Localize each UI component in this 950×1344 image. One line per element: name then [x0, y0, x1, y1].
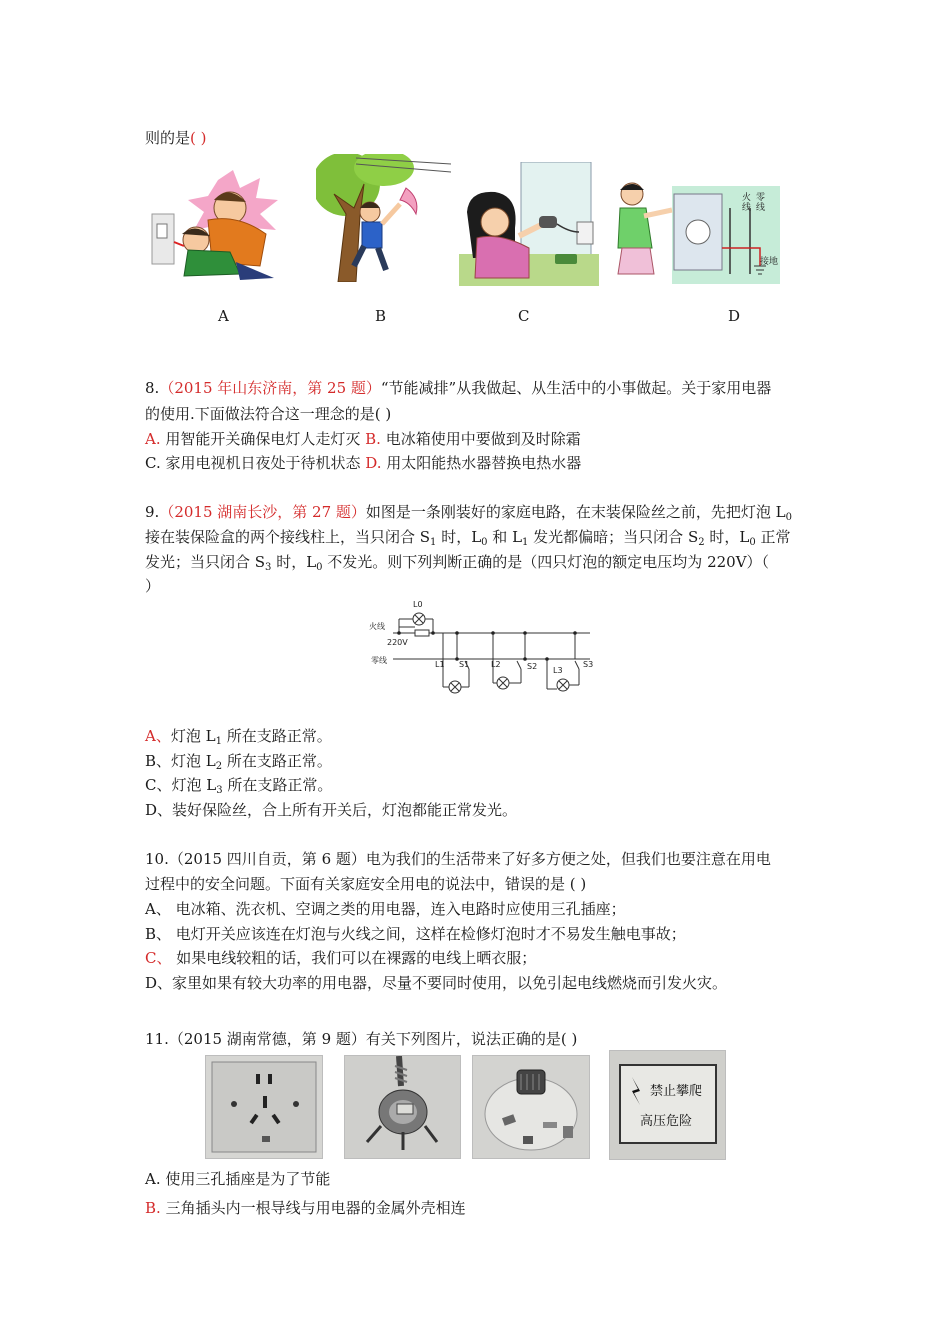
q7-caption-d: D [728, 307, 741, 325]
d-neutral-label: 零 [756, 193, 766, 203]
q11-photo-plug [344, 1055, 461, 1159]
lamp-l2-label: L2 [491, 660, 501, 669]
switch-s2-label: S2 [527, 662, 538, 671]
q9-option-a: A、灯泡 $L_1$ 所在支路正常。 [145, 727, 332, 747]
q8-option-d-letter: D. [365, 454, 382, 472]
live-wire-label: 火线 [369, 622, 385, 631]
q9-source: （2015 湖南长沙，第 27 题） [159, 503, 366, 521]
q7-caption-b: B [375, 307, 387, 325]
q8-source: （2015 年山东济南，第 25 题） [159, 379, 381, 397]
q11-option-b-letter: B. [145, 1199, 161, 1217]
q9-stem-line1: 9.（2015 湖南长沙，第 27 题）如图是一条刚装好的家庭电路，在末装保险丝之前，先把灯泡 $L_0$ [145, 503, 792, 523]
q9-stem-line3: 发光；当只闭合 $S_3$ 时，$L_0$ 不发光。则下列判断正确的是（四只灯泡的额定电压均为 220V）（ [145, 553, 770, 573]
q11-option-b: B. 三角插头内一根导线与用电器的金属外壳相连 [145, 1199, 466, 1217]
three-hole-socket-icon [206, 1056, 322, 1158]
d-ground-label: 接地 [760, 257, 779, 267]
q10-option-a: A、 电冰箱、洗衣机、空调之类的用电器，连入电路时应使用三孔插座； [145, 900, 626, 918]
q7-answer-paren: ( ) [190, 129, 207, 147]
q8-options-cd: C. 家用电视机日夜处于待机状态 D. 用太阳能热水器替换电热水器 [145, 454, 582, 472]
q7-tail-text: 则的是 [145, 129, 191, 147]
d-live-label: 火 [742, 193, 752, 203]
sign-text-line2: 高压危险 [640, 1114, 693, 1129]
sign-text-line1: 禁止攀爬 [650, 1084, 703, 1099]
d-live-label-2: 线 [742, 203, 752, 213]
switch-s3-label: S3 [583, 660, 594, 669]
q10-option-c: C、 如果电线较粗的话，我们可以在裸露的电线上晒衣服； [145, 949, 537, 967]
q9-option-d: D、装好保险丝，合上所有开关后，灯泡都能正常发光。 [145, 801, 518, 819]
q10-option-d: D、家里如果有较大功率的用电器，尽量不要同时使用，以免引起电线燃烧而引发火灾。 [145, 974, 728, 992]
fuse-wire-icon [473, 1056, 589, 1158]
q10-option-b: B、 电灯开关应该连在灯泡与火线之间，这样在检修灯泡时才不易发生触电事故； [145, 925, 686, 943]
q11-photo-socket [205, 1055, 323, 1159]
q9-stem-line4: ） [145, 577, 161, 595]
q7-figure-c [459, 162, 599, 286]
q10-option-c-letter: C、 [145, 949, 172, 967]
lamp-l3-label: L3 [553, 666, 563, 675]
q9-option-b: B、灯泡 $L_2$ 所在支路正常。 [145, 752, 332, 772]
high-voltage-sign-icon [610, 1051, 725, 1159]
q7-caption-c: C [518, 307, 530, 325]
q10-stem-line2: 过程中的安全问题。下面有关家庭安全用电的说法中，错误的是 ( ) [145, 875, 587, 893]
q7-tail [145, 126, 207, 150]
q11-option-a: A. 使用三孔插座是为了节能 [145, 1170, 331, 1188]
q7-figure-d [610, 178, 795, 288]
q8-options-ab: A. 用智能开关确保电灯人走灯灭 B. 电冰箱使用中要做到及时除霜 [145, 430, 581, 448]
q8-stem-line1: 8.（2015 年山东济南，第 25 题）“节能减排”从我做起、从生活中的小事做起。关于家用电器 [145, 379, 772, 397]
q11-photo-warning-sign [609, 1050, 726, 1160]
q8-option-a-letter: A. [145, 430, 161, 448]
lamp-l1-label: L1 [435, 660, 445, 669]
q7-figure-a [148, 170, 280, 282]
voltage-label: 220V [387, 638, 408, 647]
q8-option-b-letter: B. [365, 430, 381, 448]
lamp-l0-label: L0 [413, 600, 423, 609]
q11-photo-fuse [472, 1055, 590, 1159]
q11-stem: 11.（2015 湖南常德，第 9 题）有关下列图片，说法正确的是( ) [145, 1030, 578, 1048]
q9-stem-line2: 接在装保险盒的两个接线柱上，当只闭合 $S_1$ 时，$L_0$ 和 $L_1$ 发光都偏暗；当只闭合 $S_2$ 时，$L_0$ 正常 [145, 528, 791, 548]
d-neutral-label-2: 线 [756, 203, 766, 213]
neutral-wire-label: 零线 [371, 656, 387, 665]
q9-option-a-letter: A、 [145, 727, 171, 745]
q7-caption-a: A [218, 307, 229, 325]
switch-s1-label: S1 [459, 660, 470, 669]
q9-circuit-diagram [365, 597, 595, 697]
q9-option-c: C、灯泡 $L_3$ 所在支路正常。 [145, 776, 333, 796]
q10-stem-line1: 10.（2015 四川自贡，第 6 题）电为我们的生活带来了好多方便之处，但我们也要注意在用电 [145, 850, 771, 868]
q7-figure-b [316, 154, 451, 282]
q8-stem-line2: 的使用.下面做法符合这一理念的是( ) [145, 405, 392, 423]
plug-icon [345, 1056, 460, 1158]
